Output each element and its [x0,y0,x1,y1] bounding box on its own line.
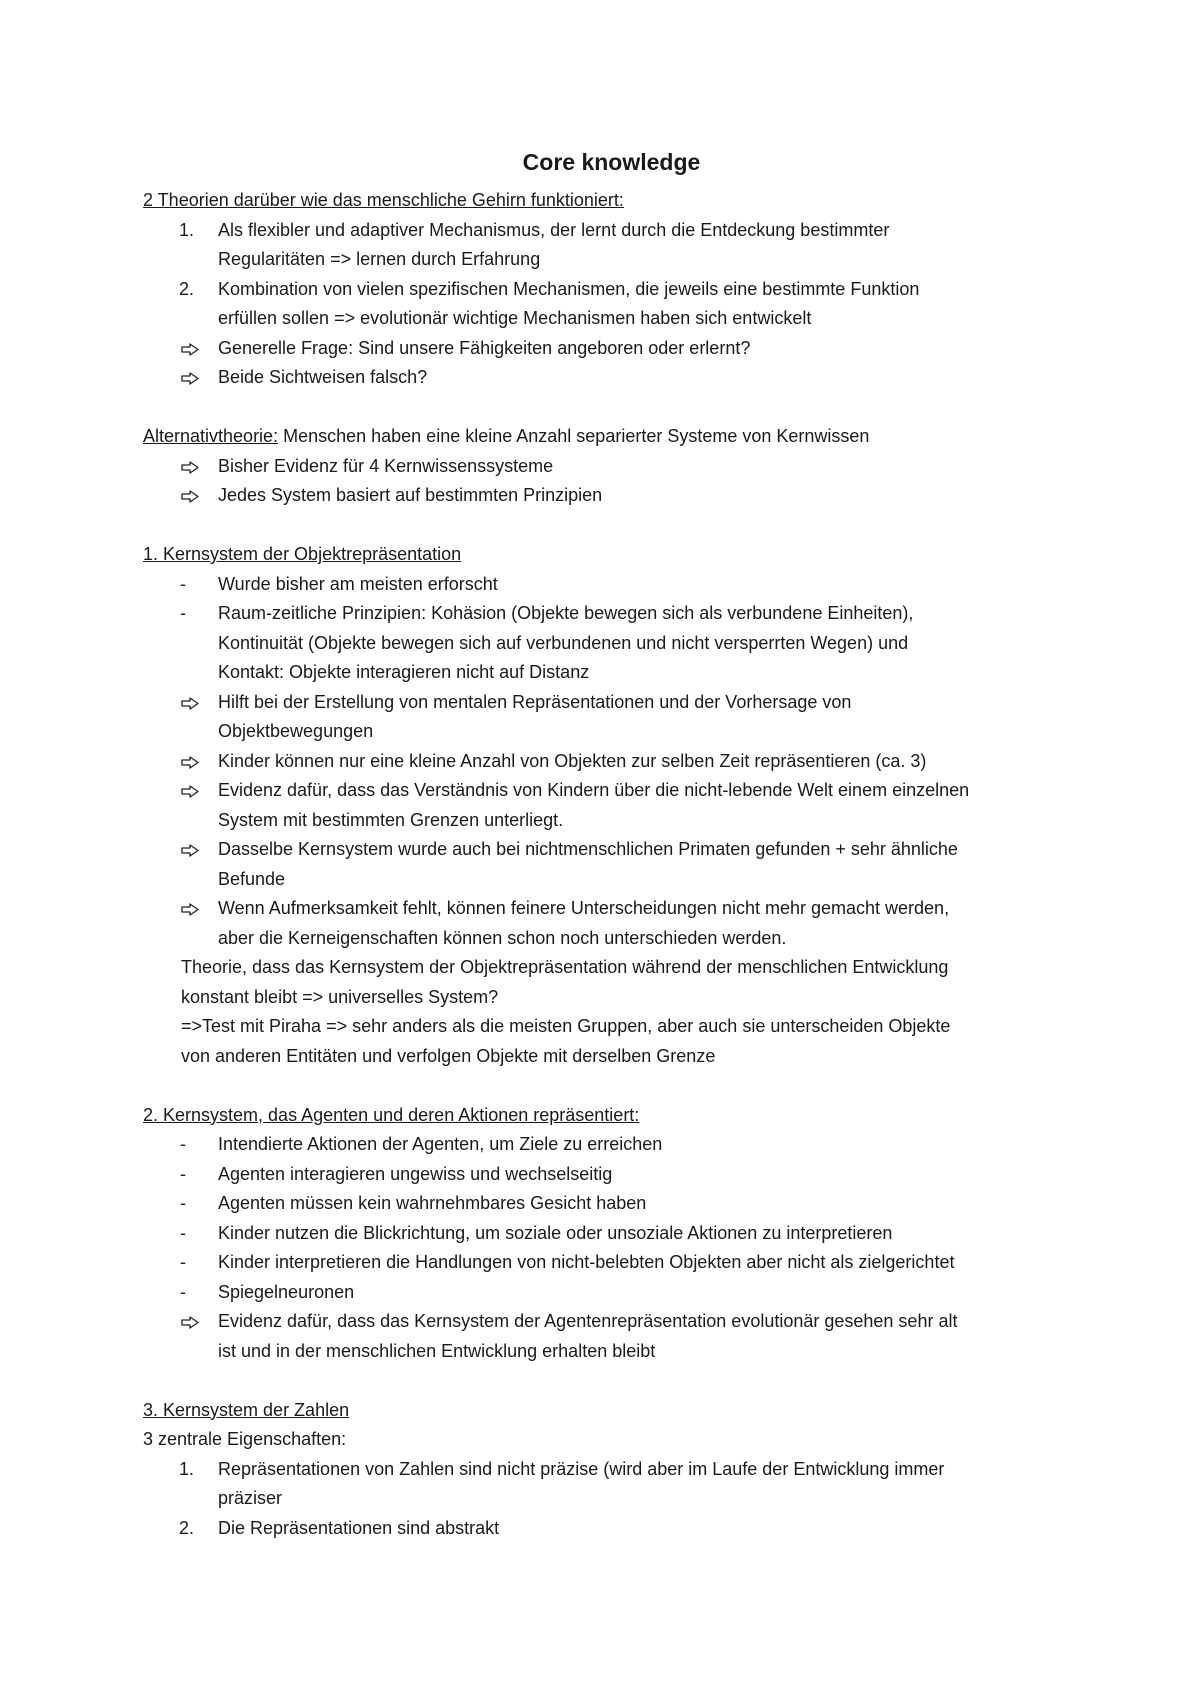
arrow-right-icon [181,756,199,769]
list-item-text: Die Repräsentationen sind abstrakt [218,1517,500,1538]
arrow-right-icon [181,844,199,857]
arrow-right-icon [181,785,199,798]
list-item-text: präziser [218,1488,283,1508]
list-dash: - [180,1134,186,1154]
arrow-right-icon [181,490,199,503]
list-item-text: erfüllen sollen => evolutionär wichtige Mechanismen haben sich entwickelt [218,308,812,328]
list-dash: - [180,1163,186,1184]
list-item [143,1307,1080,1366]
list-item [143,1455,1080,1514]
list-item-text: Kinder nutzen die Blickrichtung, um soziale oder unsoziale Aktionen zu interpretieren [218,1222,893,1243]
list-item-text: System mit bestimmten Grenzen unterliegt. [218,809,564,830]
list-item-text: Intendierte Aktionen der Agenten, um Ziele zu erreichen [218,1134,663,1154]
list-item [143,481,1080,511]
spacer [143,393,1080,423]
list-dash: - [180,1193,186,1213]
list-dash: - [180,1281,186,1302]
list-item [143,363,1080,393]
list-item [143,334,1080,364]
list-item-text: Wenn Aufmerksamkeit fehlt, können feinere Unterscheidungen nicht mehr gemacht werden, [218,898,950,918]
list-item [143,688,1080,747]
list-item-text: Regularitäten => lernen durch Erfahrung [218,249,541,269]
section-heading-objects: 1. Kernsystem der Objektrepräsentation [143,544,462,564]
list-item-text: Evidenz dafür, dass das Verständnis von Kindern über die nicht-lebende Welt einem einzelnen [218,780,970,800]
list-item-text: Objektbewegungen [218,721,374,741]
list-item-text: Beide Sichtweisen falsch? [218,367,428,387]
list-item [143,599,1080,688]
list-item-text: Bisher Evidenz für 4 Kernwissenssysteme [218,455,554,476]
list-item [143,275,1080,334]
list-item [143,1189,1080,1219]
spacer [143,511,1080,541]
list-item [143,1278,1080,1308]
subheading-properties: 3 zentrale Eigenschaften: [143,1429,347,1449]
list-item [143,747,1080,777]
section-heading-numbers: 3. Kernsystem der Zahlen [143,1399,350,1420]
list-item [143,1130,1080,1160]
list-dash: - [180,1222,186,1243]
list-item [143,216,1080,275]
list-item [143,1219,1080,1249]
list-item [143,1160,1080,1190]
list-item-text: Wurde bisher am meisten erforscht [218,573,498,594]
list-item-text: Repräsentationen von Zahlen sind nicht präzise (wird aber im Laufe der Entwicklung immer [218,1458,945,1479]
list-item-text: Kombination von vielen spezifischen Mechanismen, die jeweils eine bestimmte Funktion [218,278,920,299]
list-item-text: aber die Kerneigenschaften können schon noch unterschieden werden. [218,927,787,948]
list-item-text: Hilft bei der Erstellung von mentalen Repräsentationen und der Vorhersage von [218,691,852,712]
list-item-text: Spiegelneuronen [218,1281,355,1302]
arrow-right-icon [181,372,199,385]
arrow-right-icon [181,903,199,916]
spacer [143,1366,1080,1396]
list-item-text: Kinder interpretieren die Handlungen von nicht-belebten Objekten aber nicht als zielgerichtet [218,1252,955,1272]
list-item [143,776,1080,835]
arrow-right-icon [181,1316,199,1329]
paragraph-line: =>Test mit Piraha => sehr anders als die meisten Gruppen, aber auch sie unterscheiden Objekte [181,1016,951,1036]
list-item-text: Als flexibler und adaptiver Mechanismus, der lernt durch die Entdeckung bestimmter [218,219,890,240]
paragraph-theory [143,953,1080,1071]
alternative-label: Alternativtheorie: [143,426,279,446]
list-item-text: Kontinuität (Objekte bewegen sich auf verbundenen und nicht versperrten Wegen) und [218,632,909,653]
list-dash: - [180,603,186,623]
list-item-text: Kinder können nur eine kleine Anzahl von Objekten zur selben Zeit repräsentieren (ca. 3) [218,750,927,771]
list-item-text: ist und in der menschlichen Entwicklung erhalten bleibt [218,1340,656,1361]
list-item [143,894,1080,953]
list-item-text: Raum-zeitliche Prinzipien: Kohäsion (Objekte bewegen sich als verbundene Einheiten), [218,603,914,623]
document-title: Core knowledge [522,149,701,175]
section-heading-alternative [143,422,1080,452]
paragraph-line: konstant bleibt => universelles System? [181,986,499,1007]
arrow-right-icon [181,343,199,356]
list-item-text: Kontakt: Objekte interagieren nicht auf Distanz [218,662,590,682]
list-item-text: Jedes System basiert auf bestimmten Prinzipien [218,485,603,505]
section-heading-agents: 2. Kernsystem, das Agenten und deren Aktionen repräsentiert: [143,1104,640,1125]
paragraph-line: von anderen Entitäten und verfolgen Objekte mit derselben Grenze [181,1045,716,1066]
list-item-text: Agenten müssen kein wahrnehmbares Gesicht haben [218,1193,647,1213]
list-item [143,570,1080,600]
list-item [143,452,1080,482]
list-item [143,1248,1080,1278]
list-item [143,1514,1080,1544]
list-item [143,835,1080,894]
list-item-text: Generelle Frage: Sind unsere Fähigkeiten angeboren oder erlernt? [218,337,751,358]
list-item-text: Evidenz dafür, dass das Kernsystem der Agentenrepräsentation evolutionär gesehen sehr alt [218,1311,958,1331]
arrow-right-icon [181,697,199,710]
list-item-text: Dasselbe Kernsystem wurde auch bei nichtmenschlichen Primaten gefunden + sehr ähnliche [218,839,958,859]
arrow-right-icon [181,461,199,474]
list-item-text: Befunde [218,868,286,889]
list-item-text: Agenten interagieren ungewiss und wechselseitig [218,1163,613,1184]
list-number: 2. [179,1517,195,1538]
list-dash: - [180,573,186,594]
spacer [143,1071,1080,1101]
list-number: 1. [179,1458,195,1479]
list-number: 2. [179,278,195,299]
alternative-text: Menschen haben eine kleine Anzahl separierter Systeme von Kernwissen [278,426,870,446]
list-number: 1. [179,219,195,240]
paragraph-line: Theorie, dass das Kernsystem der Objektrepräsentation während der menschlichen Entwicklung [181,957,949,977]
section-heading-theories: 2 Theorien darüber wie das menschliche Gehirn funktioniert: [143,190,624,210]
list-dash: - [180,1252,186,1272]
